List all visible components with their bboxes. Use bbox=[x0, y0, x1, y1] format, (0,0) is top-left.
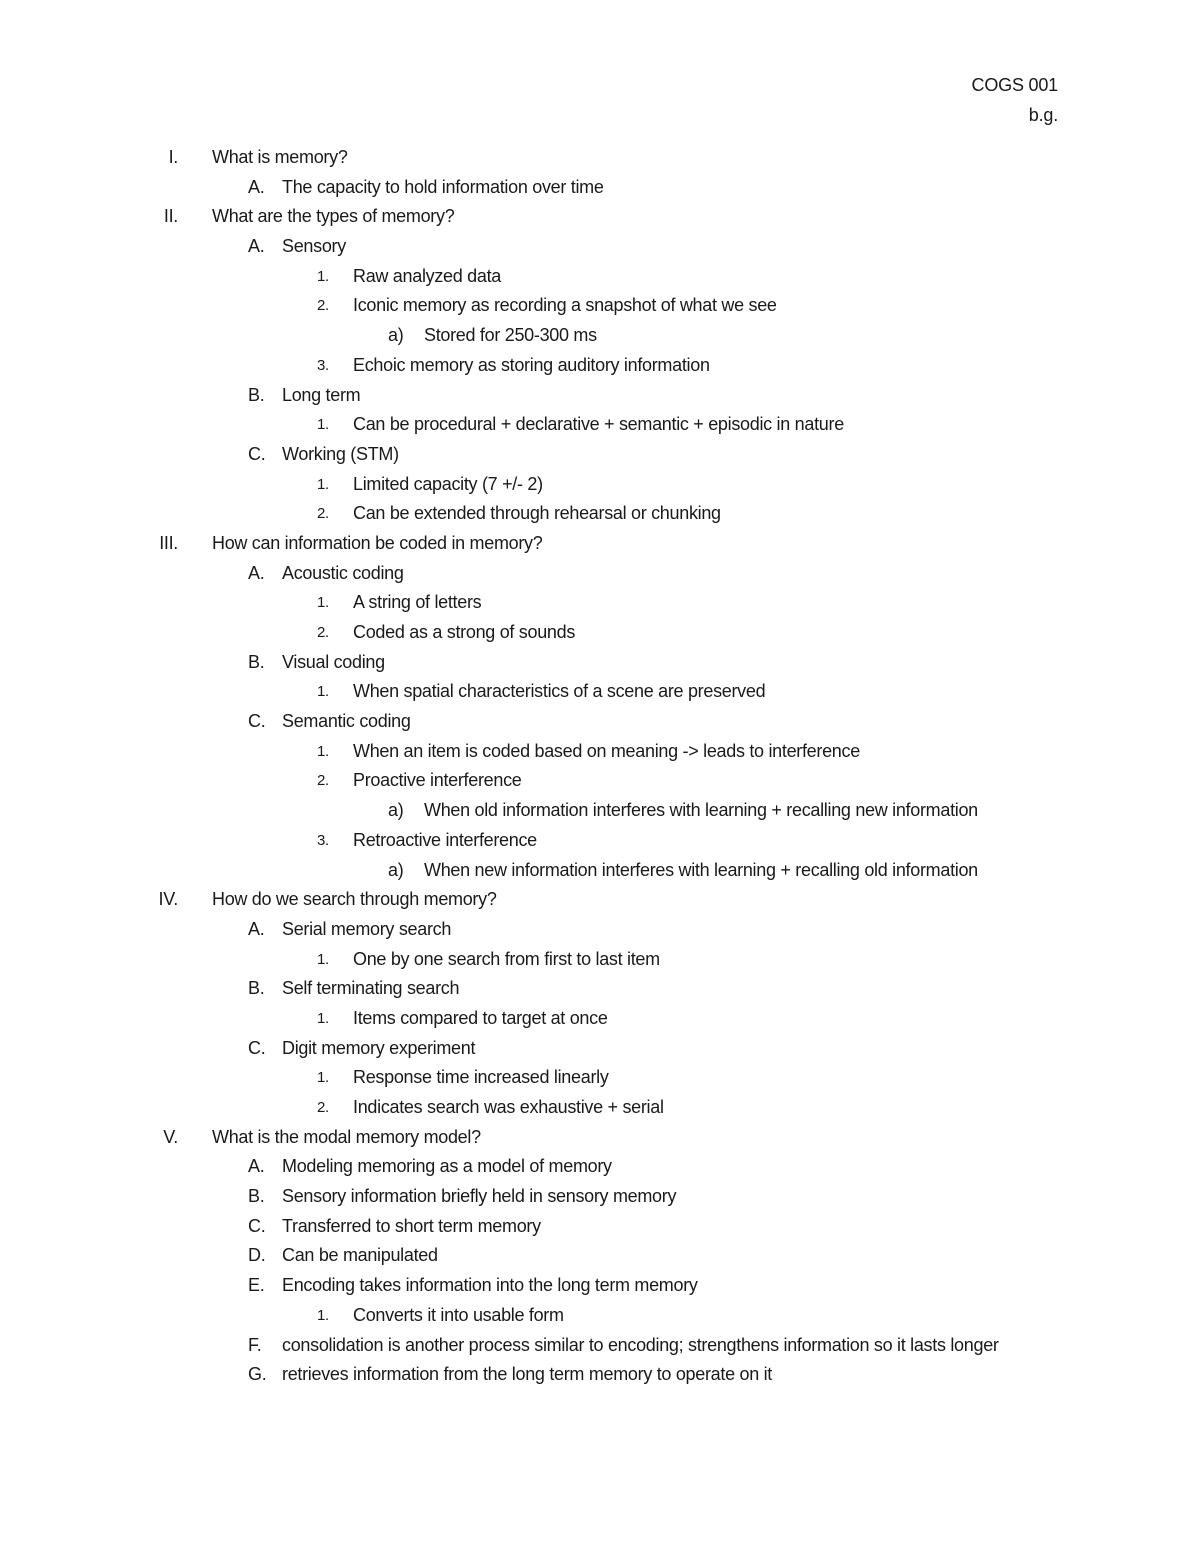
outline-marker: 1. bbox=[317, 594, 329, 612]
outline-list bbox=[0, 143, 1200, 1390]
outline-marker: V. bbox=[163, 1126, 178, 1147]
outline-item-level-1 bbox=[0, 885, 1200, 915]
outline-item-level-3 bbox=[0, 1063, 1200, 1093]
outline-item-level-3 bbox=[0, 737, 1200, 767]
outline-text: consolidation is another process similar to encoding; strengthens information so it lasts longer bbox=[282, 1334, 999, 1355]
outline-text: Working (STM) bbox=[282, 443, 399, 464]
outline-text: Long term bbox=[282, 384, 361, 405]
outline-text: Can be manipulated bbox=[282, 1245, 438, 1266]
outline-item-level-3 bbox=[0, 677, 1200, 707]
outline-text: Converts it into usable form bbox=[353, 1304, 564, 1325]
outline-text: Sensory information briefly held in sensory memory bbox=[282, 1186, 677, 1207]
outline-marker: G. bbox=[248, 1364, 267, 1385]
outline-marker: B. bbox=[248, 1186, 265, 1207]
outline-marker: 1. bbox=[317, 1069, 329, 1087]
outline-text: Raw analyzed data bbox=[353, 265, 501, 286]
outline-marker: 1. bbox=[317, 1306, 329, 1324]
outline-marker: 3. bbox=[317, 356, 329, 374]
outline-item-level-2 bbox=[0, 648, 1200, 678]
outline-text: Self terminating search bbox=[282, 978, 460, 999]
outline-marker: 1. bbox=[317, 683, 329, 701]
outline-marker: a) bbox=[388, 325, 404, 346]
outline-item-level-3 bbox=[0, 262, 1200, 292]
outline-text: How can information be coded in memory? bbox=[212, 532, 543, 553]
outline-marker: II. bbox=[163, 206, 178, 227]
outline-text: Digit memory experiment bbox=[282, 1037, 476, 1058]
outline-item-level-2 bbox=[0, 1271, 1200, 1301]
outline-text: Indicates search was exhaustive + serial bbox=[353, 1097, 664, 1117]
outline-item-level-2 bbox=[0, 915, 1200, 945]
outline-item-level-3 bbox=[0, 291, 1200, 321]
outline-marker: B. bbox=[248, 978, 265, 999]
outline-marker: C. bbox=[248, 443, 266, 464]
outline-text: Transferred to short term memory bbox=[282, 1215, 541, 1236]
outline-marker: 1. bbox=[317, 267, 329, 285]
outline-item-level-2 bbox=[0, 381, 1200, 411]
outline-marker: C. bbox=[248, 711, 266, 732]
outline-item-level-3 bbox=[0, 470, 1200, 500]
outline-item-level-2 bbox=[0, 707, 1200, 737]
outline-marker: A. bbox=[248, 1156, 265, 1177]
outline-item-level-2 bbox=[0, 1360, 1200, 1390]
outline-marker: 1. bbox=[317, 416, 329, 434]
outline-marker: 2. bbox=[317, 1099, 329, 1116]
outline-text: A string of letters bbox=[353, 592, 482, 613]
outline-item-level-3 bbox=[0, 1301, 1200, 1331]
outline-marker: E. bbox=[248, 1275, 265, 1296]
outline-marker: F. bbox=[248, 1334, 262, 1355]
outline-text: One by one search from first to last item bbox=[353, 948, 660, 969]
outline-item-level-3 bbox=[0, 588, 1200, 618]
outline-text: Coded as a strong of sounds bbox=[353, 622, 576, 642]
outline-marker: A. bbox=[248, 918, 265, 939]
outline-item-level-3 bbox=[0, 410, 1200, 440]
outline-item-level-2 bbox=[0, 974, 1200, 1004]
outline-marker: a) bbox=[388, 859, 404, 880]
outline-marker: IV. bbox=[158, 889, 178, 910]
outline-marker: A. bbox=[248, 562, 265, 583]
outline-text: Semantic coding bbox=[282, 711, 411, 732]
outline-text: What is memory? bbox=[212, 147, 348, 167]
outline-marker: B. bbox=[248, 651, 265, 672]
outline-marker: III. bbox=[159, 532, 178, 553]
outline-marker: B. bbox=[248, 384, 265, 405]
outline-marker: 1. bbox=[317, 475, 329, 493]
outline-item-level-3 bbox=[0, 945, 1200, 975]
outline-marker: D. bbox=[248, 1245, 266, 1266]
outline-text: Retroactive interference bbox=[353, 829, 537, 850]
author-initials: b.g. bbox=[1028, 105, 1058, 125]
outline-marker: 1. bbox=[317, 1009, 329, 1027]
outline-text: Encoding takes information into the long term memory bbox=[282, 1275, 698, 1296]
outline-text: When new information interferes with learning + recalling old information bbox=[424, 859, 978, 880]
outline-text: retrieves information from the long term memory to operate on it bbox=[282, 1364, 773, 1385]
outline-text: How do we search through memory? bbox=[212, 889, 497, 910]
outline-text: What is the modal memory model? bbox=[212, 1126, 481, 1147]
outline-item-level-2 bbox=[0, 173, 1200, 203]
outline-item-level-3 bbox=[0, 618, 1200, 648]
outline-text: The capacity to hold information over time bbox=[282, 176, 604, 197]
outline-text: Proactive interference bbox=[353, 770, 522, 791]
outline-text: Iconic memory as recording a snapshot of what we see bbox=[353, 295, 777, 316]
outline-text: When spatial characteristics of a scene are preserved bbox=[353, 681, 766, 702]
outline-item-level-2 bbox=[0, 559, 1200, 589]
outline-item-level-2 bbox=[0, 1152, 1200, 1182]
outline-marker: C. bbox=[248, 1215, 266, 1236]
outline-text: When an item is coded based on meaning -> leads to interference bbox=[353, 740, 860, 761]
outline-text: Echoic memory as storing auditory information bbox=[353, 354, 710, 375]
outline-marker: 2. bbox=[317, 505, 329, 523]
outline-item-level-4 bbox=[0, 321, 1200, 351]
outline-marker: 2. bbox=[317, 772, 329, 790]
outline-item-level-1 bbox=[0, 143, 1200, 173]
outline-marker: I. bbox=[168, 147, 178, 167]
outline-item-level-3 bbox=[0, 351, 1200, 381]
outline-marker: A. bbox=[248, 236, 265, 257]
outline-text: Stored for 250-300 ms bbox=[424, 325, 597, 346]
outline-text: Items compared to target at once bbox=[353, 1007, 608, 1028]
outline-marker: 2. bbox=[317, 297, 329, 315]
outline-marker: A. bbox=[248, 176, 265, 197]
outline-item-level-2 bbox=[0, 1034, 1200, 1064]
outline-item-level-1 bbox=[0, 529, 1200, 559]
outline-text: Can be extended through rehearsal or chunking bbox=[353, 503, 721, 524]
outline-text: What are the types of memory? bbox=[212, 206, 455, 227]
outline-item-level-1 bbox=[0, 202, 1200, 232]
outline-text: Limited capacity (7 +/- 2) bbox=[353, 473, 543, 494]
outline-marker: 3. bbox=[317, 831, 329, 849]
outline-item-level-2 bbox=[0, 1241, 1200, 1271]
outline-marker: 1. bbox=[317, 950, 329, 968]
outline-item-level-3 bbox=[0, 766, 1200, 796]
outline-text: When old information interferes with learning + recalling new information bbox=[424, 800, 978, 821]
outline-item-level-3 bbox=[0, 1004, 1200, 1034]
outline-marker: a) bbox=[388, 800, 404, 821]
outline-text: Visual coding bbox=[282, 651, 385, 672]
outline-text: Response time increased linearly bbox=[353, 1067, 609, 1088]
outline-item-level-2 bbox=[0, 1331, 1200, 1361]
outline-item-level-2 bbox=[0, 1212, 1200, 1242]
outline-text: Acoustic coding bbox=[282, 562, 404, 583]
outline-item-level-1 bbox=[0, 1123, 1200, 1153]
outline-item-level-2 bbox=[0, 1182, 1200, 1212]
outline-item-level-3 bbox=[0, 499, 1200, 529]
outline-text: Modeling memoring as a model of memory bbox=[282, 1156, 612, 1177]
outline-item-level-4 bbox=[0, 856, 1200, 886]
outline-text: Can be procedural + declarative + semantic + episodic in nature bbox=[353, 414, 844, 435]
outline-item-level-2 bbox=[0, 232, 1200, 262]
outline-text: Sensory bbox=[282, 236, 346, 257]
outline-item-level-3 bbox=[0, 826, 1200, 856]
outline-item-level-3 bbox=[0, 1093, 1200, 1123]
outline-item-level-4 bbox=[0, 796, 1200, 826]
course-code: COGS 001 bbox=[971, 75, 1058, 95]
outline-marker: 2. bbox=[317, 624, 329, 641]
outline-marker: C. bbox=[248, 1037, 266, 1058]
outline-marker: 1. bbox=[317, 742, 329, 760]
outline-item-level-2 bbox=[0, 440, 1200, 470]
outline-text: Serial memory search bbox=[282, 918, 452, 939]
